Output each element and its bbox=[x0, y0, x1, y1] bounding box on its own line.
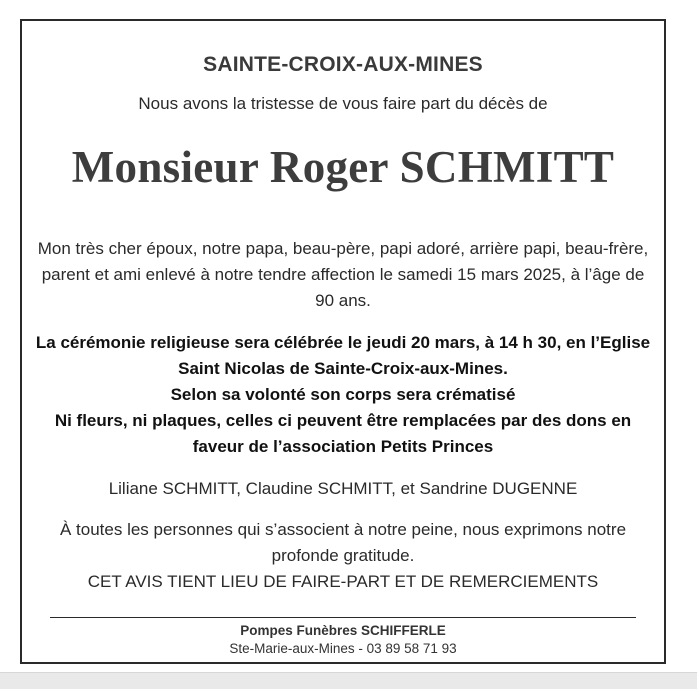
signatories: Liliane SCHMITT, Claudine SCHMITT, et Sandrine DUGENNE bbox=[108, 479, 578, 498]
notice-disclaimer: CET AVIS TIENT LIEU DE FAIRE-PART ET DE REMERCIEMENTS bbox=[87, 572, 599, 591]
deceased-name: Monsieur Roger SCHMITT bbox=[71, 142, 615, 192]
ceremony-line: La cérémonie religieuse sera célébrée le jeudi 20 mars, à 14 h 30, en l’Eglise Saint Nicolas de Sainte-Croix-aux-Mines. bbox=[35, 333, 651, 378]
donations-line: Ni fleurs, ni plaques, celles ci peuvent être remplacées par des dons en faveur de l’association Petits Princes bbox=[54, 411, 632, 456]
funeral-home-contact: Ste-Marie-aux-Mines - 03 89 58 71 93 bbox=[229, 641, 457, 656]
cremation-line: Selon sa volonté son corps sera crématisé bbox=[170, 385, 516, 404]
intro-text: Nous avons la tristesse de vous faire part du décès de bbox=[138, 94, 548, 113]
funeral-home-name: Pompes Funèbres SCHIFFERLE bbox=[240, 623, 446, 638]
gratitude-line: À toutes les personnes qui s’associent à notre peine, nous exprimons notre profonde gratitude. bbox=[59, 520, 627, 565]
bottom-strip bbox=[0, 672, 697, 689]
family-text: Mon très cher époux, notre papa, beau-père, papi adoré, arrière papi, beau-frère, parent et ami enlevé à notre tendre affection le samedi 15 mars 2025, à l’âge de 90 ans. bbox=[37, 239, 649, 310]
ceremony-details bbox=[28, 330, 658, 460]
town-heading: SAINTE-CROIX-AUX-MINES bbox=[203, 53, 483, 76]
thanks-text bbox=[32, 517, 654, 595]
divider bbox=[50, 617, 636, 618]
death-notice bbox=[20, 19, 666, 664]
